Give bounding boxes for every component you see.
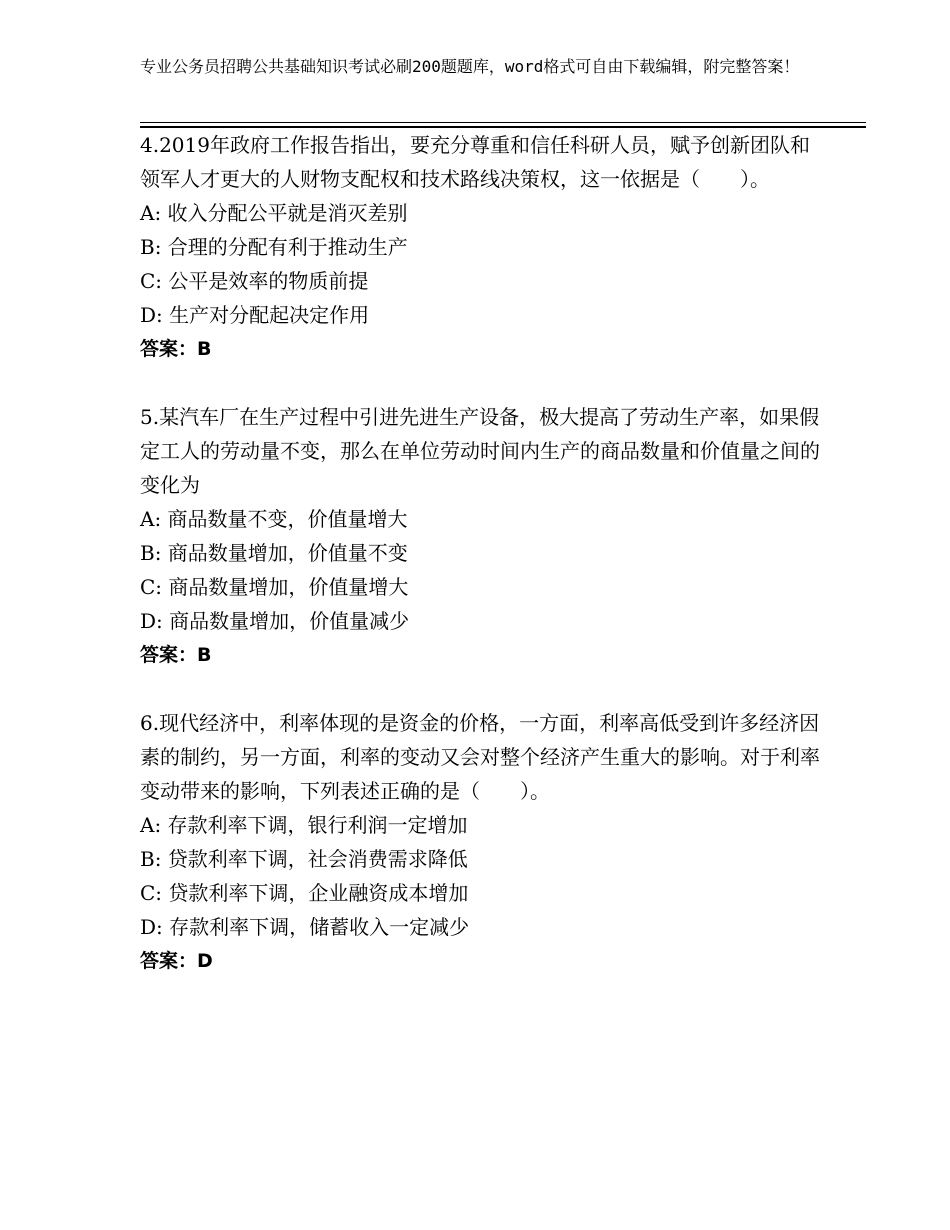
option-d: D: 商品数量增加，价值量减少 <box>140 609 410 633</box>
question-text: 4.2019年政府工作报告指出，要充分尊重和信任科研人员，赋予创新团队和领军人才更大的人财物支配权和技术路线决策权，这一依据是（ ）。 <box>140 133 810 191</box>
option-a: A: 商品数量不变，价值量增大 <box>140 507 408 531</box>
question-text: 6.现代经济中，利率体现的是资金的价格，一方面，利率高低受到许多经济因素的制约，另一方面，利率的变动又会对整个经济产生重大的影响。对于利率变动带来的影响，下列表述正确的是（ ）。 <box>140 711 820 803</box>
answer: 答案：B <box>140 338 212 360</box>
option-d: D: 生产对分配起决定作用 <box>140 303 370 327</box>
option-b: B: 商品数量增加，价值量不变 <box>140 541 408 565</box>
question-list <box>140 128 820 1012</box>
option-a: A: 存款利率下调，银行利润一定增加 <box>140 813 468 837</box>
question-6 <box>140 706 820 978</box>
option-b: B: 贷款利率下调，社会消费需求降低 <box>140 847 468 871</box>
header-divider-thin <box>140 122 866 123</box>
option-a: A: 收入分配公平就是消灭差别 <box>140 201 408 225</box>
option-c: C: 公平是效率的物质前提 <box>140 269 369 293</box>
option-b: B: 合理的分配有利于推动生产 <box>140 235 408 259</box>
answer: 答案：B <box>140 644 212 666</box>
question-5 <box>140 400 820 672</box>
question-text: 5.某汽车厂在生产过程中引进先进生产设备，极大提高了劳动生产率，如果假定工人的劳动量不变，那么在单位劳动时间内生产的商品数量和价值量之间的变化为 <box>140 405 820 497</box>
option-c: C: 贷款利率下调，企业融资成本增加 <box>140 881 469 905</box>
option-d: D: 存款利率下调，储蓄收入一定减少 <box>140 915 470 939</box>
page-header: 专业公务员招聘公共基础知识考试必刷200题题库，word格式可自由下载编辑，附完整答案！ <box>140 57 800 76</box>
answer: 答案：D <box>140 950 213 972</box>
option-c: C: 商品数量增加，价值量增大 <box>140 575 409 599</box>
question-4 <box>140 128 820 366</box>
